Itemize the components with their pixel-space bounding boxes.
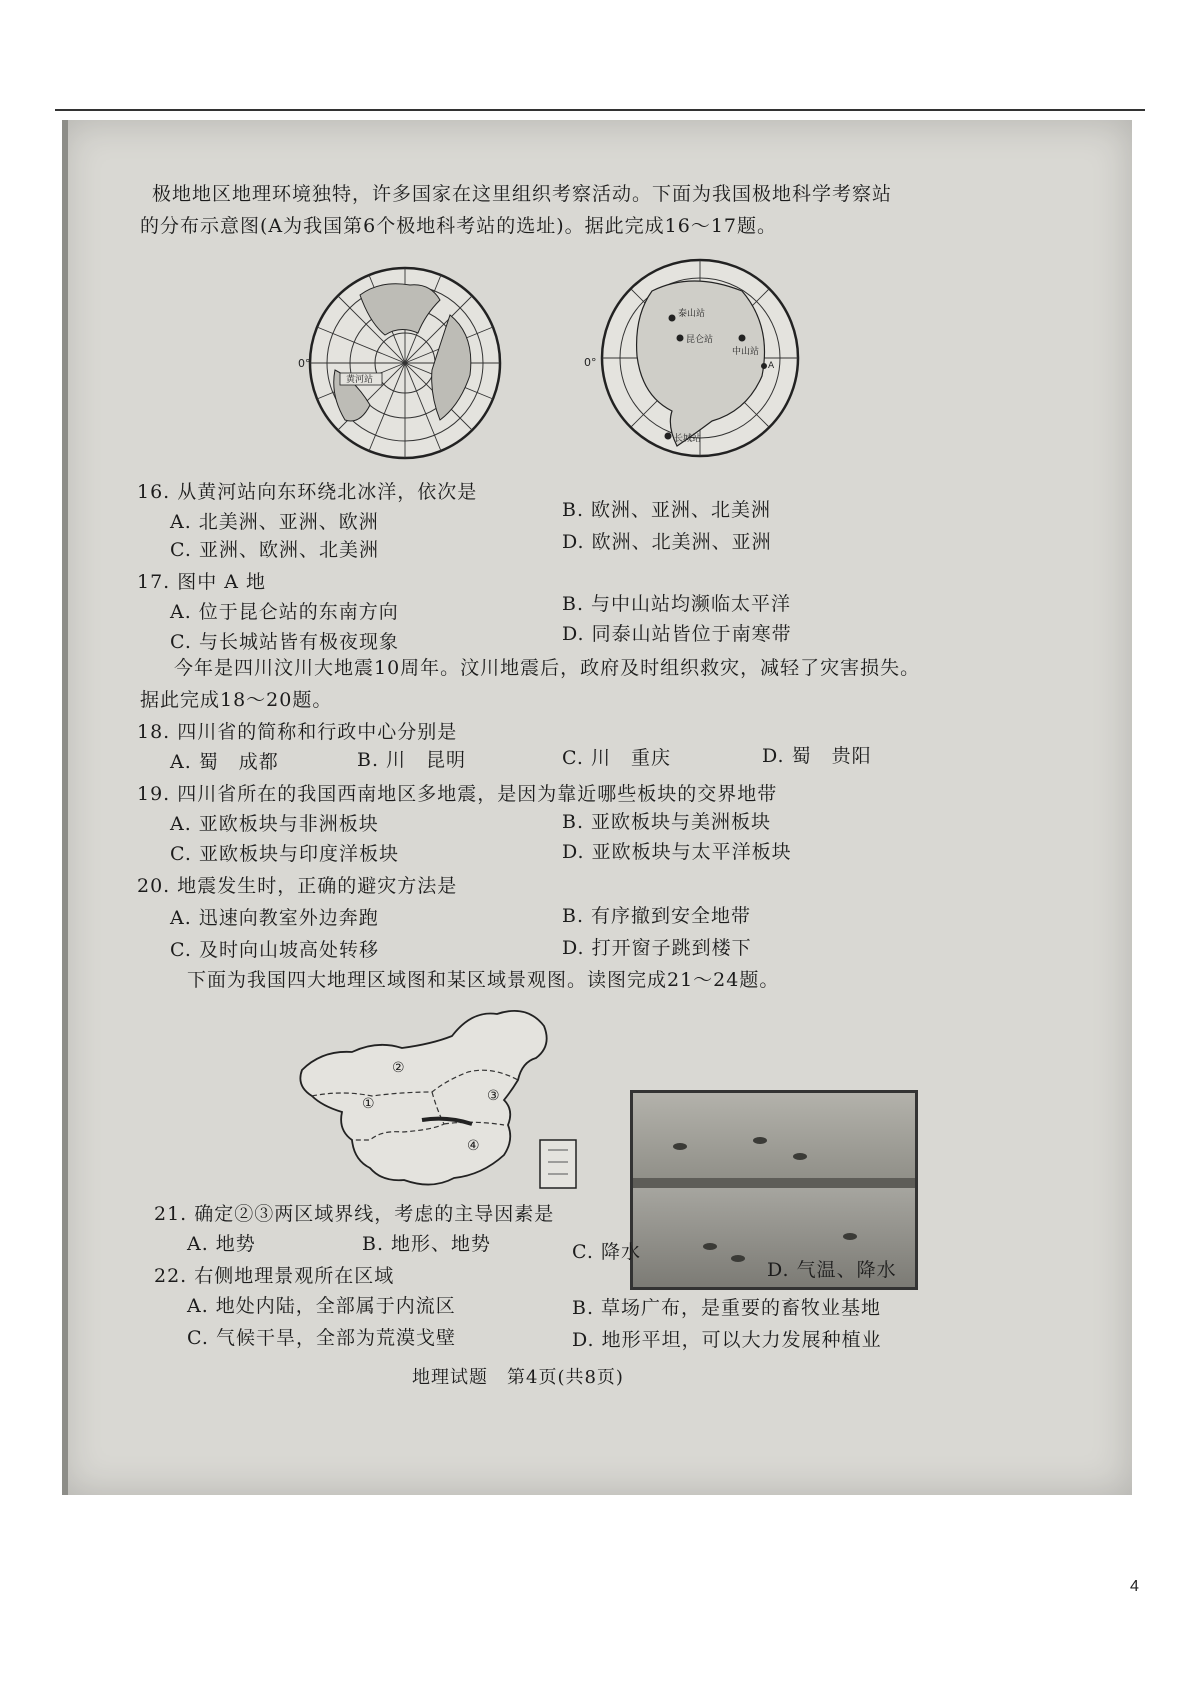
intro1-line1: 极地地区地理环境独特，许多国家在这里组织考察活动。下面为我国极地科学考察站 xyxy=(152,183,893,205)
q16-option-a: A. 北美洲、亚洲、欧洲 xyxy=(170,511,379,533)
yellow-river-station-label: 黄河站 xyxy=(346,375,374,385)
north-pole-map xyxy=(300,255,500,465)
q22-option-c: C. 气候干旱，全部为荒漠戈壁 xyxy=(187,1327,456,1349)
q21-stem: 21. 确定②③两区域界线，考虑的主导因素是 xyxy=(154,1203,555,1225)
q17-stem: 17. 图中 A 地 xyxy=(137,571,267,593)
q16-option-b: B. 欧洲、亚洲、北美洲 xyxy=(562,499,772,521)
q18-option-b: B. 川 昆明 xyxy=(357,749,467,771)
q22-option-d: D. 地形平坦，可以大力发展种植业 xyxy=(572,1329,882,1351)
region-1-label: ① xyxy=(362,1096,375,1112)
q18-option-d: D. 蜀 贵阳 xyxy=(762,745,872,767)
photo-sky xyxy=(633,1093,915,1186)
q22-option-a: A. 地处内陆，全部属于内流区 xyxy=(187,1295,456,1317)
q21-option-d: D. 气温、降水 xyxy=(767,1259,897,1281)
q21-option-b: B. 地形、地势 xyxy=(362,1233,492,1255)
scanned-exam-page xyxy=(62,120,1132,1495)
q21-option-a: A. 地势 xyxy=(187,1233,256,1255)
photo-animal xyxy=(703,1243,717,1250)
zhongshan-station-label: 中山站 xyxy=(732,347,760,357)
page-number: 4 xyxy=(1130,1578,1139,1595)
q19-stem: 19. 四川省所在的我国西南地区多地震，是因为靠近哪些板块的交界地带 xyxy=(137,783,778,805)
q20-option-d: D. 打开窗子跳到楼下 xyxy=(562,937,752,959)
intro3-line1: 下面为我国四大地理区域图和某区域景观图。读图完成21～24题。 xyxy=(187,969,780,991)
q19-option-a: A. 亚欧板块与非洲板块 xyxy=(170,813,379,835)
q20-stem: 20. 地震发生时，正确的避灾方法是 xyxy=(137,875,458,897)
photo-animal xyxy=(731,1255,745,1262)
great-wall-station-label: 长城站 xyxy=(674,434,702,444)
top-rule xyxy=(55,109,1145,111)
north-map-zero-label: 0° xyxy=(298,357,311,370)
q18-stem: 18. 四川省的简称和行政中心分别是 xyxy=(137,721,458,743)
kunlun-station-label: 昆仑站 xyxy=(686,335,714,345)
south-map-zero-label: 0° xyxy=(584,356,597,369)
photo-animal xyxy=(793,1153,807,1160)
q16-option-c: C. 亚洲、欧洲、北美洲 xyxy=(170,539,379,561)
exam-footer: 地理试题 第4页(共8页) xyxy=(412,1367,624,1388)
region-4-label: ④ xyxy=(467,1138,480,1154)
q21-option-c: C. 降水 xyxy=(572,1241,641,1263)
q17-option-a: A. 位于昆仑站的东南方向 xyxy=(170,601,399,623)
scan-edge xyxy=(62,120,68,1495)
region-3-label: ③ xyxy=(487,1088,500,1104)
q22-stem: 22. 右侧地理景观所在区域 xyxy=(154,1265,395,1287)
intro2-line1: 今年是四川汶川大地震10周年。汶川地震后，政府及时组织救灾，减轻了灾害损失。 xyxy=(174,657,921,679)
site-a-label: A xyxy=(768,361,775,371)
q19-option-c: C. 亚欧板块与印度洋板块 xyxy=(170,843,399,865)
q20-option-b: B. 有序撤到安全地带 xyxy=(562,905,752,927)
south-pole-map xyxy=(582,246,802,466)
photo-animal xyxy=(753,1137,767,1144)
q18-option-c: C. 川 重庆 xyxy=(562,747,671,769)
q17-option-b: B. 与中山站均濒临太平洋 xyxy=(562,593,792,615)
china-regions-map xyxy=(282,1000,602,1200)
photo-horizon-band xyxy=(633,1178,915,1188)
photo-animal xyxy=(673,1143,687,1150)
q19-option-d: D. 亚欧板块与太平洋板块 xyxy=(562,841,792,863)
taishan-station-label: 泰山站 xyxy=(678,309,706,319)
q16-stem: 16. 从黄河站向东环绕北冰洋，依次是 xyxy=(137,481,478,503)
q22-option-b: B. 草场广布，是重要的畜牧业基地 xyxy=(572,1297,882,1319)
q20-option-a: A. 迅速向教室外边奔跑 xyxy=(170,907,379,929)
q19-option-b: B. 亚欧板块与美洲板块 xyxy=(562,811,772,833)
region-2-label: ② xyxy=(392,1060,405,1076)
intro2-line2: 据此完成18～20题。 xyxy=(140,689,333,711)
intro1-line2: 的分布示意图(A为我国第6个极地科考站的选址)。据此完成16～17题。 xyxy=(140,215,777,237)
photo-animal xyxy=(843,1233,857,1240)
q17-option-c: C. 与长城站皆有极夜现象 xyxy=(170,631,399,653)
q20-option-c: C. 及时向山坡高处转移 xyxy=(170,939,379,961)
q16-option-d: D. 欧洲、北美洲、亚洲 xyxy=(562,531,772,553)
q17-option-d: D. 同泰山站皆位于南寒带 xyxy=(562,623,792,645)
q18-option-a: A. 蜀 成都 xyxy=(170,751,279,773)
